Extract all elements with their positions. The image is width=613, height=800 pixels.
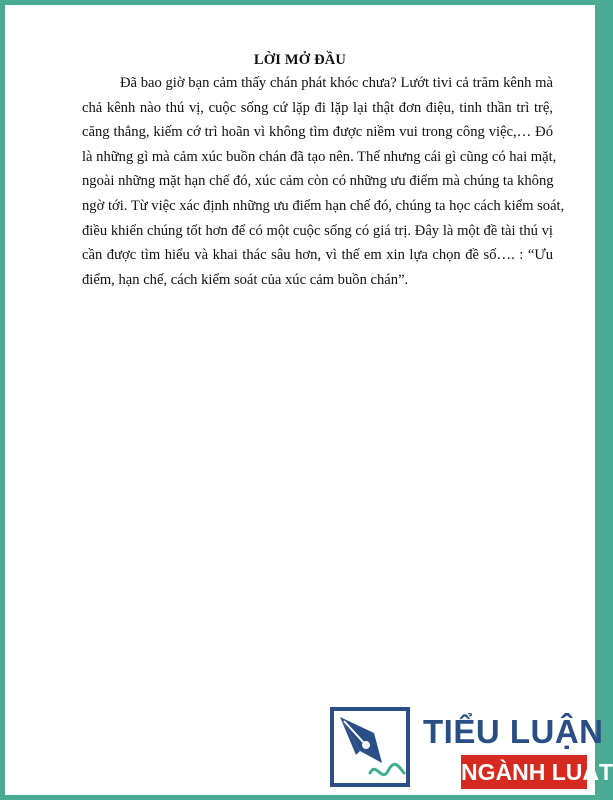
- document-page: [5, 5, 613, 795]
- paragraph-line: căng thẳng, kiếm cớ trì hoãn vì không tìm được niềm vui trong công việc,… Đó: [82, 124, 553, 141]
- paragraph-line: điều khiển chúng tốt hơn để có một cuộc sống có giá trị. Đây là một đề tài thú vị: [82, 222, 553, 239]
- document-title: LỜI MỞ ĐẦU: [253, 52, 347, 68]
- paragraph-line: điểm, hạn chế, cách kiểm soát của xúc cảm buồn chán”.: [82, 271, 409, 288]
- document-paragraph: [82, 71, 565, 292]
- logo-subtitle: NGÀNH LUẬT: [461, 755, 587, 789]
- paragraph-line: cần được tìm hiểu và khai thác sâu hơn, vì thế em xin lựa chọn đề số…. : “Ưu: [82, 247, 553, 264]
- paragraph-line: là những gì mà cảm xúc buồn chán đã tạo nên. Thế nhưng cái gì cũng có hai mặt,: [82, 148, 557, 165]
- paragraph-line: Đã bao giờ bạn cảm thấy chán phát khóc chưa? Lướt tivi cả trăm kênh mà: [120, 75, 553, 91]
- paragraph-line: ngờ tới. Từ việc xác định những ưu điểm hạn chế đó, chúng ta học cách kiểm soát,: [82, 197, 565, 214]
- brand-logo: [330, 707, 613, 795]
- logo-title: TIỂU LUẬN: [423, 713, 604, 750]
- pen-nib-icon: [330, 707, 410, 787]
- paragraph-line: ngoài những mặt hạn chế đó, xúc cảm còn có những ưu điểm mà chúng ta không: [82, 173, 554, 190]
- paragraph-line: chả kênh nào thú vị, cuộc sống cứ lặp đi lặp lại thật đơn điệu, tinh thần trì trệ,: [82, 99, 553, 116]
